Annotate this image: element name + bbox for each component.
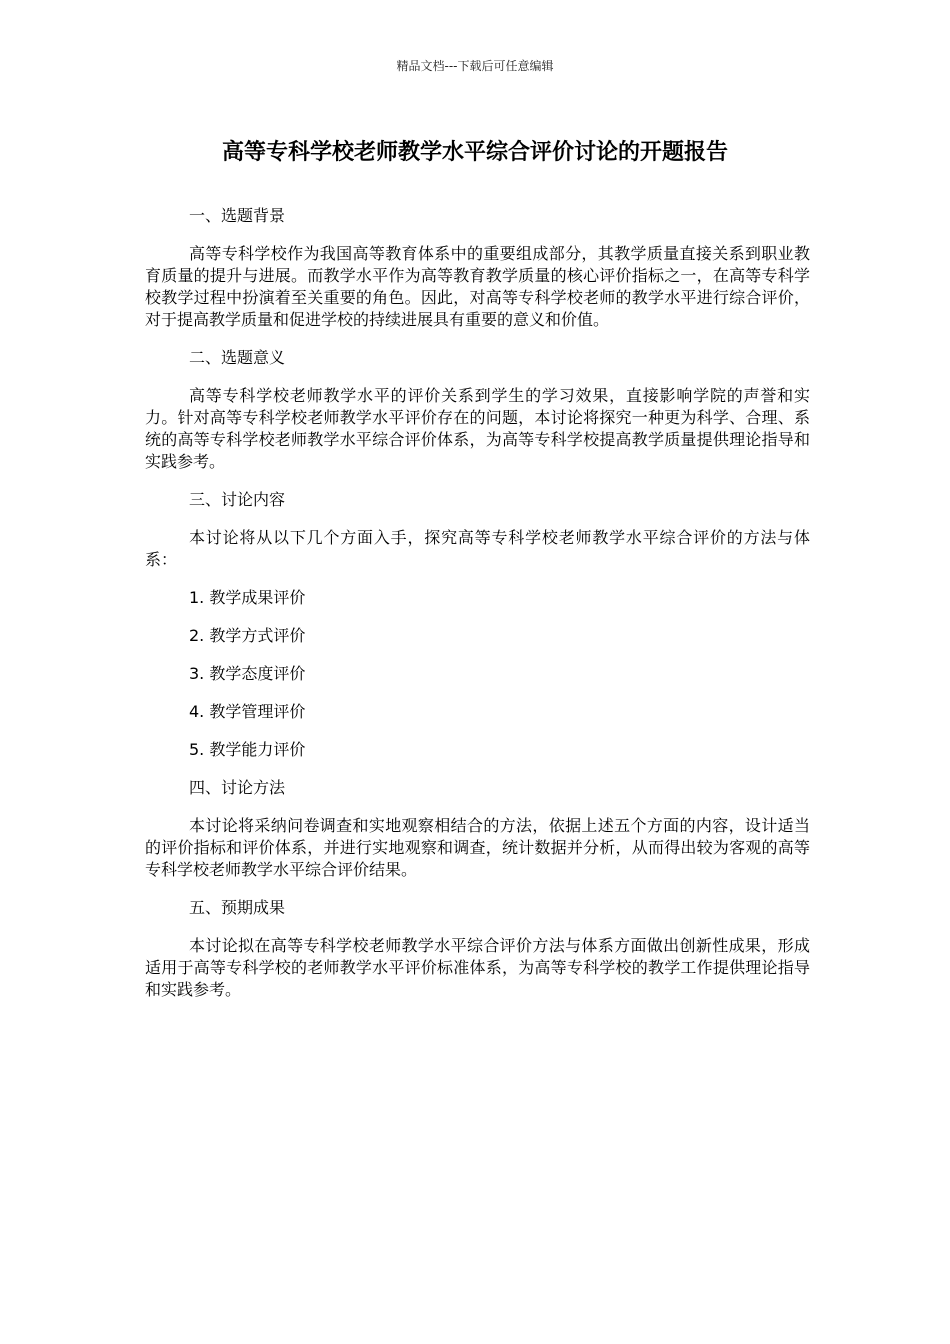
section-heading-method: 四、讨论方法 — [189, 778, 286, 797]
section-paragraph-background: 高等专科学校作为我国高等教育体系中的重要组成部分，其教学质量直接关系到职业教育质量的提升与进展。而教学水平作为高等教育教学质量的核心评价指标之一，在高等专科学校教学过程中扮演着至关重要的角色。因此，对高等专科学校老师的教学水平进行综合评价，对于提高教学质量和促进学校的持续进展具有重要的意义和价值。 — [145, 244, 810, 329]
section-heading-content: 三、讨论内容 — [189, 490, 286, 509]
section-heading-expected-results: 五、预期成果 — [189, 898, 286, 917]
section-paragraph-significance: 高等专科学校老师教学水平的评价关系到学生的学习效果，直接影响学院的声誉和实力。针对高等专科学校老师教学水平评价存在的问题，本讨论将探究一种更为科学、合理、系统的高等专科学校老师教学水平综合评价体系，为高等专科学校提高教学质量提供理论指导和实践参考。 — [145, 386, 810, 471]
list-item: 4. 教学管理评价 — [189, 702, 306, 721]
list-item: 1. 教学成果评价 — [189, 588, 306, 607]
section-heading-background: 一、选题背景 — [189, 206, 286, 225]
document-body — [145, 205, 810, 1017]
page-header-note: 精品文档---下载后可任意编辑 — [396, 59, 554, 73]
document-title: 高等专科学校老师教学水平综合评价讨论的开题报告 — [221, 140, 728, 165]
section-heading-significance: 二、选题意义 — [189, 348, 286, 367]
section-paragraph-content: 本讨论将从以下几个方面入手，探究高等专科学校老师教学水平综合评价的方法与体系： — [145, 528, 810, 569]
list-item: 3. 教学态度评价 — [189, 664, 306, 683]
content-item-list — [145, 587, 810, 761]
list-item: 5. 教学能力评价 — [189, 740, 306, 759]
section-paragraph-expected-results: 本讨论拟在高等专科学校老师教学水平综合评价方法与体系方面做出创新性成果，形成适用于高等专科学校的老师教学水平评价标准体系，为高等专科学校的教学工作提供理论指导和实践参考。 — [145, 936, 810, 999]
section-paragraph-method: 本讨论将采纳问卷调查和实地观察相结合的方法，依据上述五个方面的内容，设计适当的评价指标和评价体系，并进行实地观察和调查，统计数据并分析，从而得出较为客观的高等专科学校老师教学水平综合评价结果。 — [145, 816, 810, 879]
list-item: 2. 教学方式评价 — [189, 626, 306, 645]
